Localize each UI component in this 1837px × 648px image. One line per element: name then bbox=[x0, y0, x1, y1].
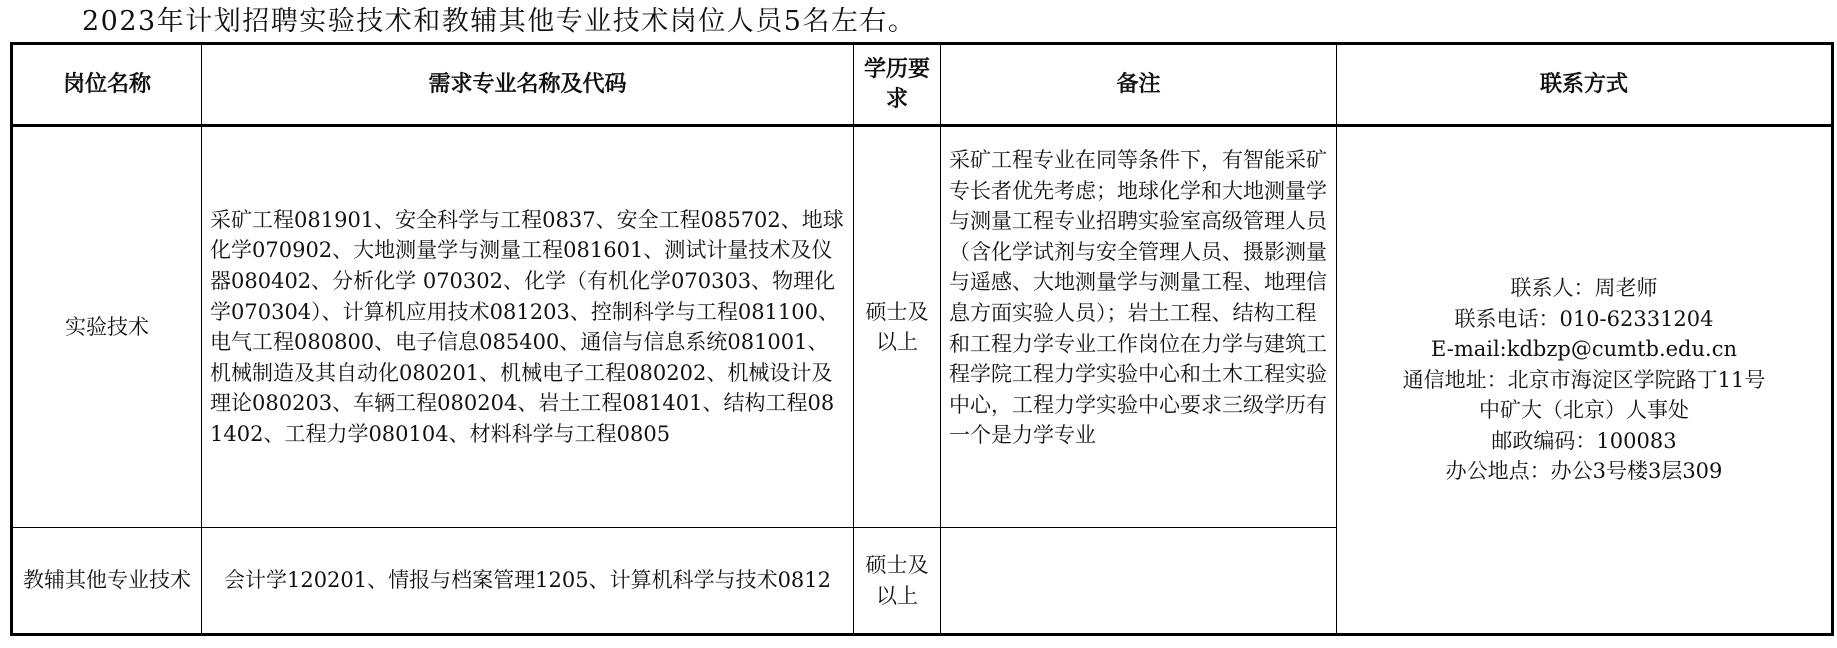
header-position: 岗位名称 bbox=[12, 44, 202, 126]
contact-email: E-mail:kdbzp@cumtb.edu.cn bbox=[1431, 337, 1737, 362]
page-heading: 2023年计划招聘实验技术和教辅其他专业技术岗位人员5名左右。 bbox=[82, 6, 917, 37]
notes-cell bbox=[941, 528, 1337, 635]
header-notes: 备注 bbox=[941, 44, 1337, 126]
contact-address: 通信地址：北京市海淀区学院路丁11号 bbox=[1402, 367, 1766, 392]
majors-cell: 会计学120201、情报与档案管理1205、计算机科学与技术0812 bbox=[202, 528, 854, 635]
education-cell: 硕士及以上 bbox=[854, 528, 941, 635]
education-cell: 硕士及以上 bbox=[854, 126, 941, 528]
contact-office: 办公地点：办公3号楼3层309 bbox=[1445, 459, 1723, 484]
notes-cell: 采矿工程专业在同等条件下，有智能采矿专长者优先考虑；地球化学和大地测量学与测量工程专业招聘实验室高级管理人员（含化学试剂与安全管理人员、摄影测量与遥感、大地测量学与测量工程、地理信息方面实验人员）；岩土工程、结构工程和工程力学专业工作岗位在力学与建筑工程学院工程力学实验中心和土木工程实验中心，工程力学实验中心要求三级学历有一个是力学专业 bbox=[941, 126, 1337, 528]
header-contact: 联系方式 bbox=[1337, 44, 1833, 126]
contact-cell bbox=[1337, 126, 1833, 635]
recruitment-table bbox=[10, 42, 1834, 636]
table-header-row bbox=[12, 44, 1833, 126]
header-education: 学历要求 bbox=[854, 44, 941, 126]
majors-cell: 采矿工程081901、安全科学与工程0837、安全工程085702、地球化学070902、大地测量学与测量工程081601、测试计量技术及仪器080402、分析化学 070302、化学（有机化学070303、物理化学070304）、计算机应用技术081203、控制科学与工程081100、电气工程080800、电子信息085400、通信与信息系统081001、机械制造及其自动化080201、机械电子工程080202、机械设计及理论080203、车辆工程080204、岩土工程081401、结构工程081402、工程力学080104、材料科学与工程0805 bbox=[202, 126, 854, 528]
position-cell: 实验技术 bbox=[12, 126, 202, 528]
header-majors: 需求专业名称及代码 bbox=[202, 44, 854, 126]
contact-phone: 联系电话：010-62331204 bbox=[1454, 306, 1714, 331]
contact-postcode: 邮政编码：100083 bbox=[1491, 428, 1677, 453]
table-row bbox=[12, 126, 1833, 528]
contact-person: 联系人：周老师 bbox=[1510, 275, 1658, 300]
contact-org: 中矿大（北京）人事处 bbox=[1479, 398, 1689, 423]
position-cell: 教辅其他专业技术 bbox=[12, 528, 202, 635]
